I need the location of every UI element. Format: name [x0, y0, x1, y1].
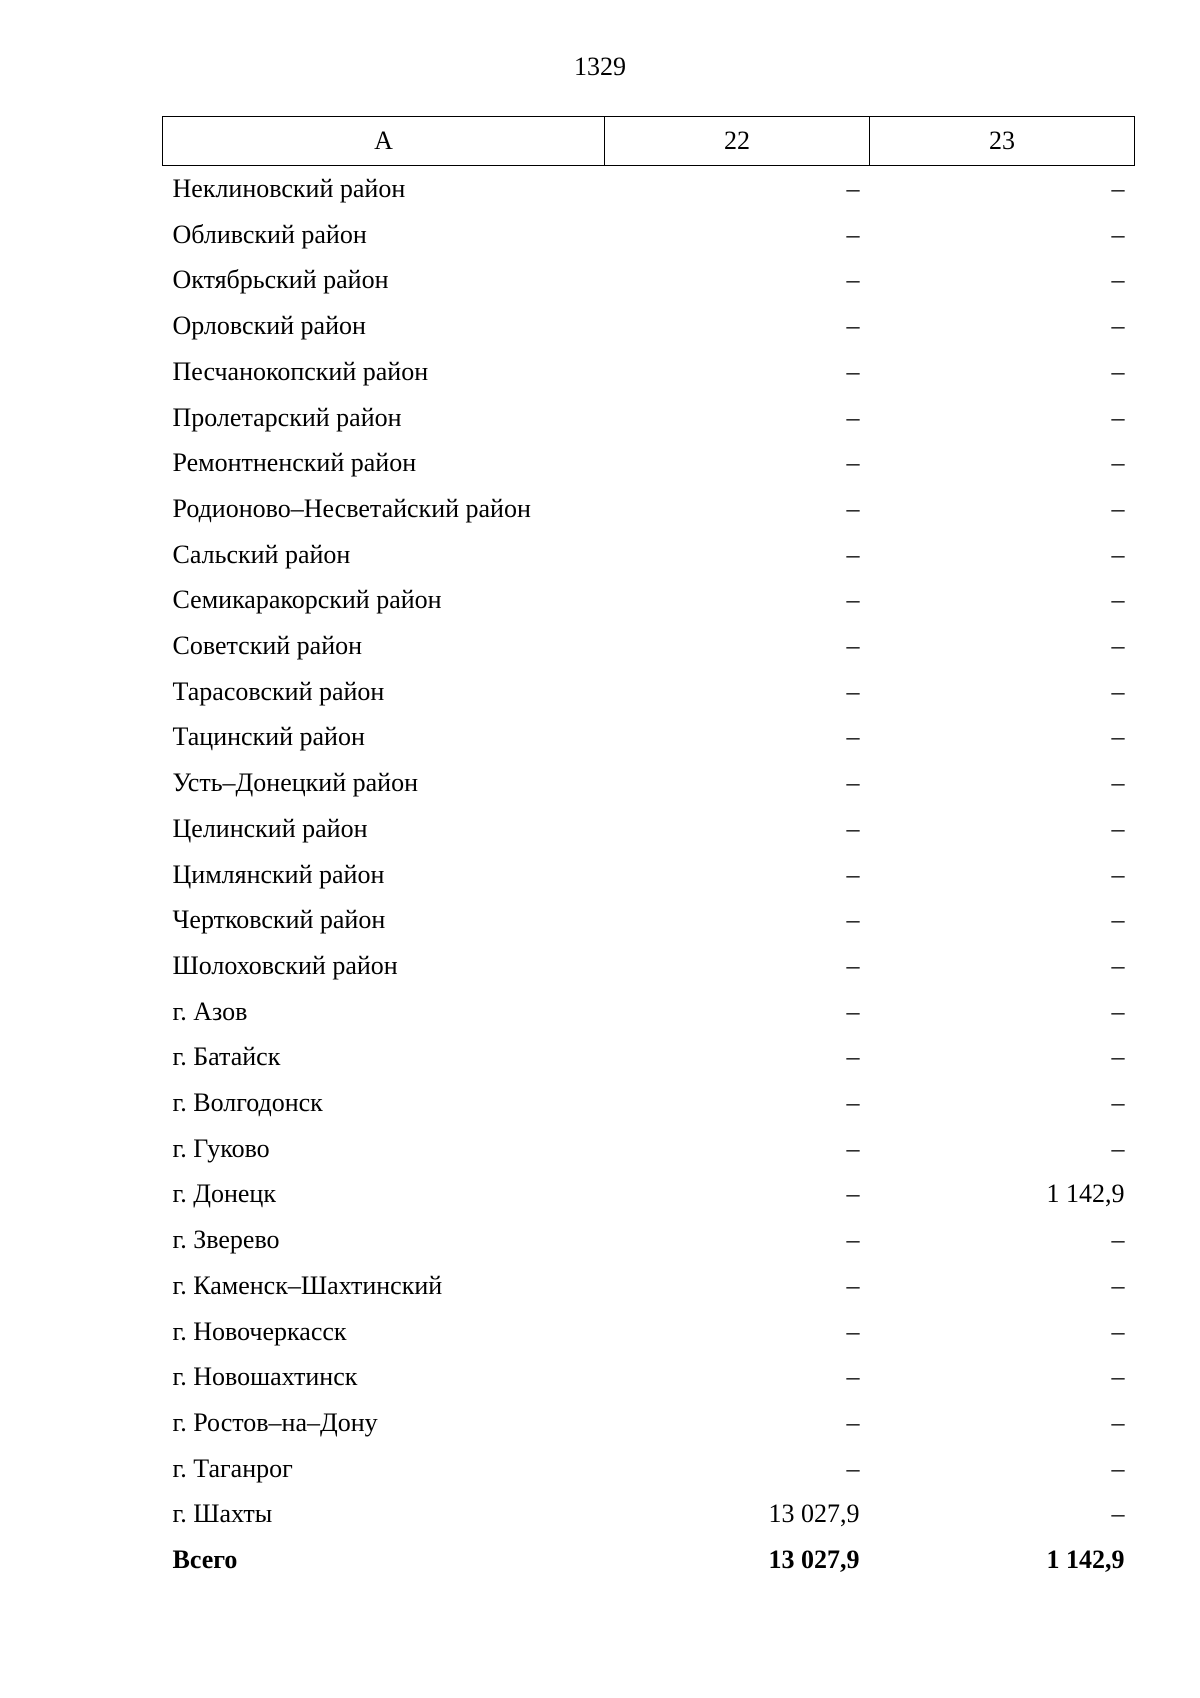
- row-label: г. Таганрог: [172, 1453, 293, 1483]
- total-value-22: 13 027,9: [768, 1545, 860, 1575]
- row-label: г. Донецк: [172, 1179, 276, 1209]
- table-row: [163, 257, 1135, 303]
- row-label: Октябрьский район: [172, 265, 389, 295]
- row-value-23: –: [1111, 1088, 1125, 1118]
- row-value-22: –: [846, 1407, 860, 1437]
- row-value-22: –: [846, 676, 860, 706]
- table-row: [163, 1400, 1135, 1446]
- row-value-22: –: [846, 585, 860, 615]
- row-value-22: –: [846, 950, 860, 980]
- row-value-23: –: [1111, 356, 1125, 386]
- row-value-23: –: [1111, 1133, 1125, 1163]
- row-value-23: –: [1111, 1316, 1125, 1346]
- table-row: [163, 1126, 1135, 1172]
- row-label: Тацинский район: [172, 722, 365, 752]
- row-label: Усть–Донецкий район: [172, 768, 418, 798]
- data-table: [162, 116, 1135, 1583]
- row-value-22: –: [846, 1453, 860, 1483]
- table-row: [163, 623, 1135, 669]
- table-row: [163, 806, 1135, 852]
- row-value-23: –: [1111, 676, 1125, 706]
- table-row: [163, 1263, 1135, 1309]
- row-value-23: –: [1111, 1407, 1125, 1437]
- table-row: [163, 303, 1135, 349]
- row-label: Целинский район: [172, 813, 368, 843]
- table-row: [163, 1354, 1135, 1400]
- row-label: г. Волгодонск: [172, 1088, 323, 1118]
- table-row: [163, 349, 1135, 395]
- row-value-22: –: [846, 311, 860, 341]
- row-value-23: –: [1111, 1042, 1125, 1072]
- table-row: [163, 1080, 1135, 1126]
- row-label: Советский район: [172, 631, 363, 661]
- row-value-22: –: [846, 356, 860, 386]
- row-value-23: –: [1111, 631, 1125, 661]
- row-value-22: –: [846, 996, 860, 1026]
- row-label: г. Зверево: [172, 1225, 280, 1255]
- row-value-23: –: [1111, 311, 1125, 341]
- row-label: Неклиновский район: [172, 174, 406, 203]
- row-label: Обливский район: [172, 219, 367, 249]
- row-label: Цимлянский район: [172, 859, 385, 889]
- row-label: г. Азов: [172, 996, 248, 1026]
- row-value-23: –: [1111, 585, 1125, 615]
- table-body: [163, 166, 1135, 1583]
- header-cell-22: 22: [605, 117, 870, 166]
- row-value-22: –: [846, 1362, 860, 1392]
- row-value-22: –: [846, 265, 860, 295]
- table-row: [163, 852, 1135, 898]
- row-value-22: –: [846, 1270, 860, 1300]
- row-value-23: –: [1111, 905, 1125, 935]
- row-label: Песчанокопский район: [172, 356, 429, 386]
- total-value-23: 1 142,9: [1046, 1545, 1125, 1575]
- table-row: [163, 486, 1135, 532]
- header-row: [163, 117, 1135, 166]
- row-value-23: –: [1111, 1499, 1125, 1529]
- row-value-23: –: [1111, 996, 1125, 1026]
- table-row: [163, 943, 1135, 989]
- table-row: [163, 989, 1135, 1035]
- table-row: [163, 395, 1135, 441]
- row-value-23: –: [1111, 1225, 1125, 1255]
- row-value-23: –: [1111, 265, 1125, 295]
- table-row: [163, 1491, 1135, 1537]
- row-label: Сальский район: [172, 539, 351, 569]
- table-row: [163, 1217, 1135, 1263]
- row-label: Ремонтненский район: [172, 448, 417, 478]
- row-value-23: –: [1111, 402, 1125, 432]
- row-value-22: –: [846, 448, 860, 478]
- table-row: [163, 1034, 1135, 1080]
- row-label: г. Новошахтинск: [172, 1362, 358, 1392]
- table-row: [163, 532, 1135, 578]
- row-value-22: –: [846, 539, 860, 569]
- row-value-22: 13 027,9: [768, 1499, 860, 1529]
- row-value-23: 1 142,9: [1046, 1179, 1125, 1209]
- row-value-22: –: [846, 722, 860, 752]
- row-label: Шолоховский район: [172, 950, 398, 980]
- table-row: [163, 577, 1135, 623]
- row-label: г. Шахты: [172, 1499, 273, 1529]
- row-value-23: –: [1111, 219, 1125, 249]
- row-value-23: –: [1111, 1270, 1125, 1300]
- row-value-22: –: [846, 905, 860, 935]
- row-value-22: –: [846, 219, 860, 249]
- table-row: [163, 166, 1135, 212]
- row-value-22: –: [846, 493, 860, 523]
- row-value-22: –: [846, 768, 860, 798]
- row-value-23: –: [1111, 1362, 1125, 1392]
- table-row: [163, 714, 1135, 760]
- total-label: Всего: [172, 1545, 238, 1575]
- row-label: г. Батайск: [172, 1042, 281, 1072]
- row-value-22: –: [846, 859, 860, 889]
- table-row: [163, 1171, 1135, 1217]
- row-value-23: –: [1111, 722, 1125, 752]
- row-value-22: –: [846, 402, 860, 432]
- row-label: г. Каменск–Шахтинский: [172, 1270, 443, 1300]
- row-value-22: –: [846, 813, 860, 843]
- row-value-22: –: [846, 1133, 860, 1163]
- row-value-22: –: [846, 1179, 860, 1209]
- row-value-22: –: [846, 631, 860, 661]
- table-row: [163, 1309, 1135, 1355]
- row-value-23: –: [1111, 768, 1125, 798]
- row-value-23: –: [1111, 1453, 1125, 1483]
- table-header: [163, 117, 1135, 166]
- header-cell-23: 23: [870, 117, 1135, 166]
- row-label: Семикаракорский район: [172, 585, 442, 615]
- row-value-23: –: [1111, 448, 1125, 478]
- page-number: 1329: [574, 52, 626, 81]
- table-row: [163, 212, 1135, 258]
- row-value-23: –: [1111, 859, 1125, 889]
- total-row: [163, 1537, 1135, 1583]
- row-value-22: –: [846, 1088, 860, 1118]
- row-value-22: –: [846, 174, 860, 203]
- row-label: Чертковский район: [172, 905, 386, 935]
- row-value-22: –: [846, 1316, 860, 1346]
- table-row: [163, 440, 1135, 486]
- table-row: [163, 1446, 1135, 1492]
- row-label: Пролетарский район: [172, 402, 402, 432]
- row-value-23: –: [1111, 174, 1125, 203]
- row-label: Тарасовский район: [172, 676, 385, 706]
- row-value-23: –: [1111, 539, 1125, 569]
- table-row: [163, 760, 1135, 806]
- table-row: [163, 669, 1135, 715]
- row-label: г. Ростов–на–Дону: [172, 1407, 378, 1437]
- header-cell-a: А: [163, 117, 605, 166]
- row-label: г. Новочеркасск: [172, 1316, 347, 1346]
- row-value-23: –: [1111, 493, 1125, 523]
- row-value-22: –: [846, 1225, 860, 1255]
- row-label: Родионово–Несветайский район: [172, 493, 531, 523]
- row-label: г. Гуково: [172, 1133, 270, 1163]
- row-value-22: –: [846, 1042, 860, 1072]
- row-value-23: –: [1111, 950, 1125, 980]
- table-row: [163, 897, 1135, 943]
- row-label: Орловский район: [172, 311, 366, 341]
- row-value-23: –: [1111, 813, 1125, 843]
